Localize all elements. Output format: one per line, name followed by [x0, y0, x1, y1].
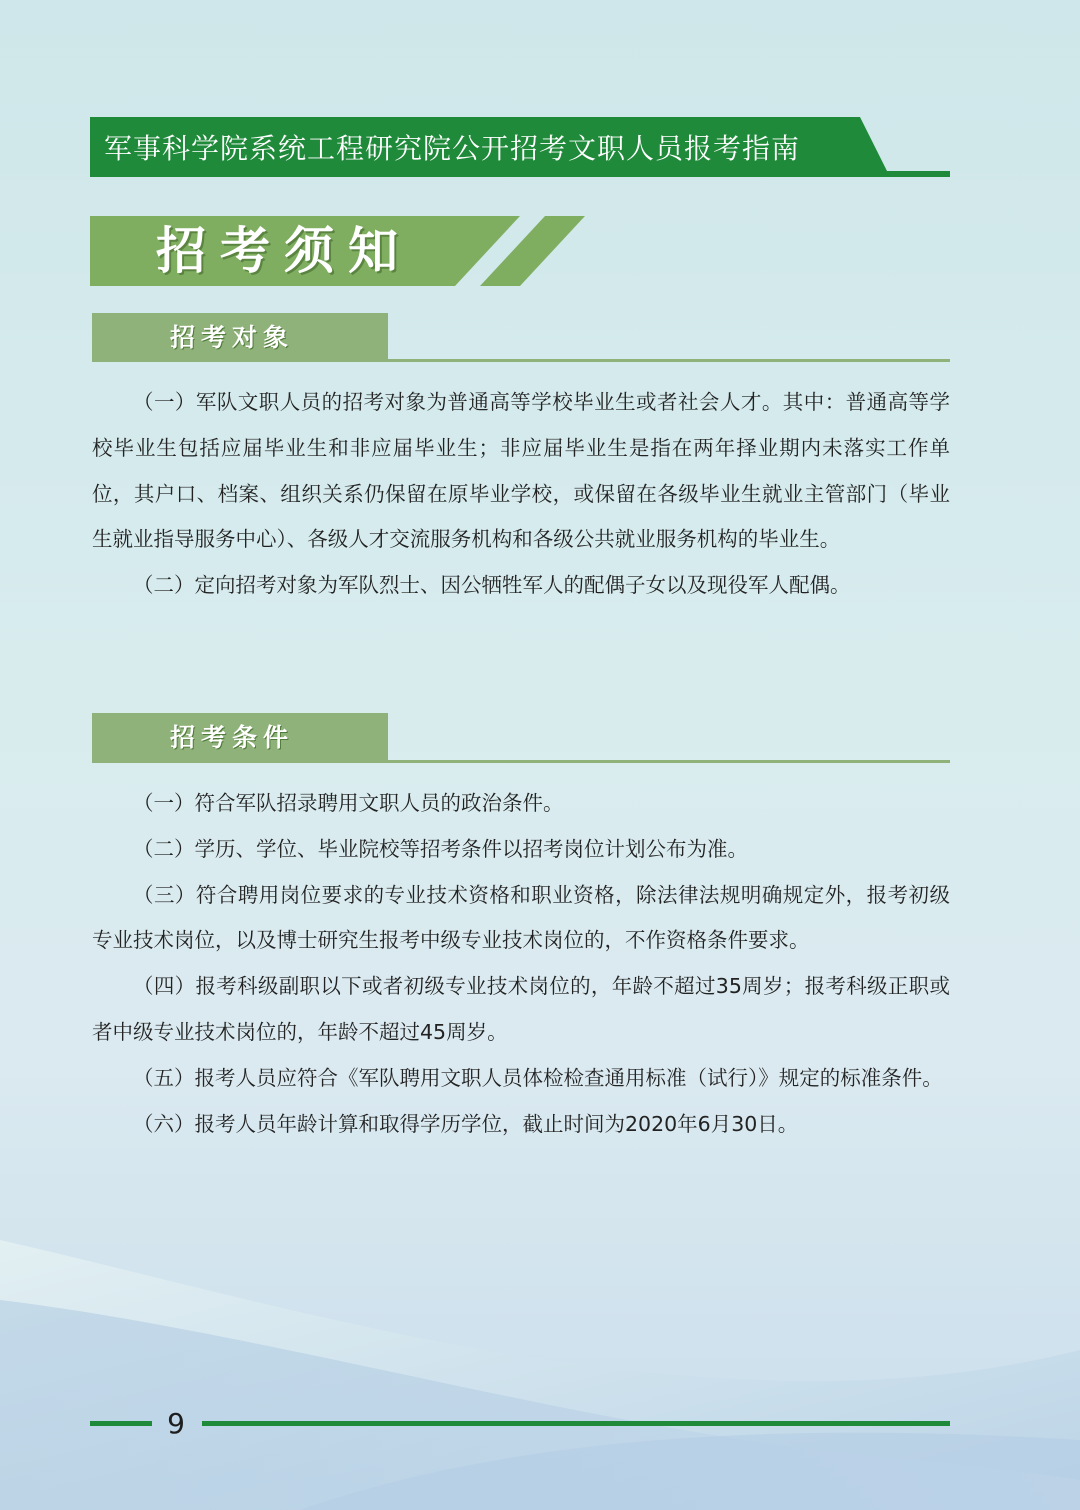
page-header-title: 军事科学院系统工程研究院公开招考文职人员报考指南 — [104, 132, 801, 165]
section-title-conditions: 招考条件 — [170, 723, 295, 752]
page-number: 9 — [167, 1407, 185, 1440]
paragraph: （六）报考人员年龄计算和取得学历学位，截止时间为2020年6月30日。 — [133, 1111, 799, 1136]
paragraph: （五）报考人员应符合《军队聘用文职人员体检检查通用标准（试行）》规定的标准条件。 — [133, 1065, 943, 1090]
paragraph: （三）符合聘用岗位要求的专业技术资格和职业资格，除法律法规明确规定外，报考初级专业技术岗位，以及博士研究生报考中级专业技术岗位的，不作资格条件要求。 — [92, 882, 950, 953]
section-title-targets: 招考对象 — [170, 323, 295, 352]
paragraph: （一）符合军队招录聘用文职人员的政治条件。 — [133, 791, 564, 815]
paragraph: （一）军队文职人员的招考对象为普通高等学校毕业生或者社会人才。其中：普通高等学校毕业生包括应届毕业生和非应届毕业生；非应届毕业生是指在两年择业期内未落实工作单位，其户口、档案、组织关系仍保留在原毕业学校，或保留在各级毕业生就业主管部门（毕业生就业指导服务中心）、各级人才交流服务机构和各级公共就业服务机构的毕业生。 — [92, 390, 950, 552]
paragraph: （二）学历、学位、毕业院校等招考条件以招考岗位计划公布为准。 — [133, 836, 748, 861]
footer-rule-left — [90, 1421, 152, 1426]
page-header-underline — [90, 171, 950, 177]
paragraph: （二）定向招考对象为军队烈士、因公牺牲军人的配偶子女以及现役军人配偶。 — [133, 573, 851, 598]
paragraph: （四）报考科级副职以下或者初级专业技术岗位的，年龄不超过35周岁；报考科级正职或者中级专业技术岗位的，年龄不超过45周岁。 — [92, 974, 950, 1044]
section-body-conditions — [92, 781, 950, 1147]
section-body-targets — [92, 380, 950, 609]
main-banner-title: 招考须知 — [156, 222, 412, 280]
footer-rule-right — [202, 1421, 950, 1426]
